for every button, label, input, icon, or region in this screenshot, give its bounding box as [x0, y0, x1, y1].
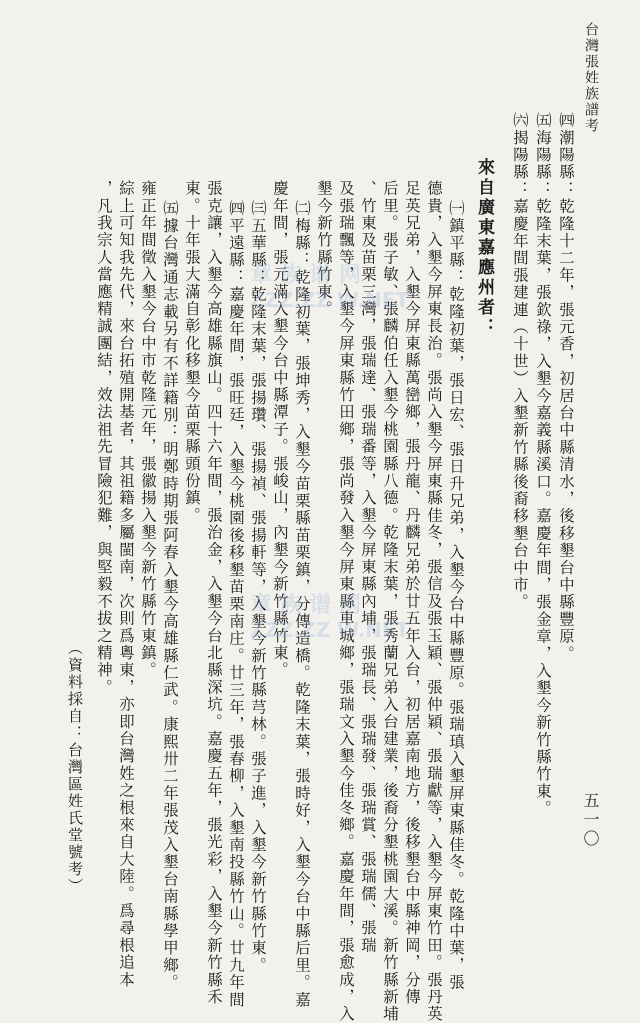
section-title: 來自廣東嘉應州者： [474, 158, 494, 338]
text-column-20: ，凡我宗人當應精誠團結，效法祖先冒險犯難，與堅毅不拔之精神。 [95, 180, 113, 696]
watermark-text-2: 章 族 谱 网 [250, 593, 361, 618]
text-column-2: ㈤海陽縣：乾隆末葉，張欽祿，入墾今嘉義縣溪口。嘉慶年間，張金章，入墾今新竹縣竹東。 [534, 112, 552, 818]
text-column-9: 及張瑞飄等，入墾今屏東縣竹田鄉，張尚發入墾今屏東縣車城鄉，張瑞文入墾今佳冬鄉。嘉慶年間，張愈成，入 [337, 180, 355, 1023]
text-column-17: ㈤據台灣通志載另有不詳籍別：明鄭時期張阿春入墾今高雄縣仁武。康熙卅二年張茂入墾台南縣學甲鄉。 [161, 200, 179, 992]
text-column-14: ㈣平遠縣：嘉慶年間，張旺廷，入墾今桃園後移墾苗栗南庄。廿三年，張春柳，入墾南投縣竹山。廿九年間 [227, 200, 245, 1009]
watermark-url-2: ZZZ.ZZ W.NET [250, 618, 410, 642]
watermark-text-1: 章 族 谱 网 [250, 263, 361, 288]
book-title: 台灣張姓族譜考 [583, 22, 599, 134]
text-column-15: 張克讓，入墾今高雄縣旗山。四十六年間，張治金，入墾今台北縣深坑。嘉慶五年，張光彩，入墾今新竹縣禾 [205, 180, 223, 1006]
text-column-4: ㈠鎮平縣：乾隆初葉，張日宏、張日升兄弟，入墾今台中縣豐原。張瑞瑱入墾屏東縣佳冬。乾隆中葉，張 [447, 200, 465, 992]
text-column-12: 慶年間，張元滿入墾今台中縣潭子。張峻山，內墾今新竹縣竹東。 [271, 180, 289, 679]
text-column-11: ㈡梅縣：乾隆初葉，張坤秀，入墾今苗栗縣苗栗鎮，分傳造橋。乾隆末葉，張時好，入墾今台中縣后里。嘉 [293, 200, 311, 1009]
text-column-10: 墾今新竹縣竹東。 [315, 180, 333, 318]
text-column-3: ㈥揭陽縣：嘉慶年間張建連（十世）入墾新竹縣後裔移墾台中市。 [511, 112, 529, 611]
text-column-16: 東。十年張大滿自彰化移墾今苗栗縣頭份鎮。 [183, 180, 201, 524]
text-column-1: ㈣潮陽縣：乾隆十二年，張元香，初居台中縣清水，後移墾台中縣豐原。 [557, 112, 575, 663]
text-column-19: 綜上可知我先代，來台拓殖開基者，其祖籍多屬閩南，次則爲粵東，亦即台灣姓之根來自大陸。爲尋根追本 [117, 180, 135, 989]
text-column-13: ㈢五華縣：乾隆末葉，張揚瓚、張揚禎、張揚軒等，入墾今新竹縣芎林。張子進，入墾今新竹縣竹東。 [249, 200, 267, 974]
page-number: 五一〇 [581, 792, 600, 849]
text-column-8: 、竹東及苗栗三灣，張瑞達、張瑞番等，入墾今屏東縣內埔，張瑞長、張瑞發、張瑞賞、張瑞儒、張瑞 [359, 180, 377, 954]
text-column-18: 雍正年間徵入墾今台中市乾隆元年，張徽揚入墾今新竹縣竹東鎮。 [139, 180, 157, 679]
text-column-7: 后里。張子敏、張麟伯任入墾今桃園縣八德。乾隆末葉，張秀蘭兄弟入台建業，後裔分墾桃園大溪。新竹縣新埔 [381, 180, 399, 1023]
source-citation: （資料採自：台灣區姓氏堂號考） [66, 640, 84, 895]
text-column-6: 足英兄弟，入墾今屏東縣萬巒鄉，張丹龍、丹麟兄弟於廿五年入台，初居嘉南地方，後移墾台中縣神岡，分傳 [403, 180, 421, 1006]
watermark-url-1: ZZZ.ZZ W.NET [250, 288, 410, 312]
text-column-5: 德貴，入墾今屏東長治。張尚入墾今屏東縣佳冬，張信及張玉穎、張仲穎、張瑞獻等，入墾今屏東竹田。張丹英 [425, 180, 443, 1023]
